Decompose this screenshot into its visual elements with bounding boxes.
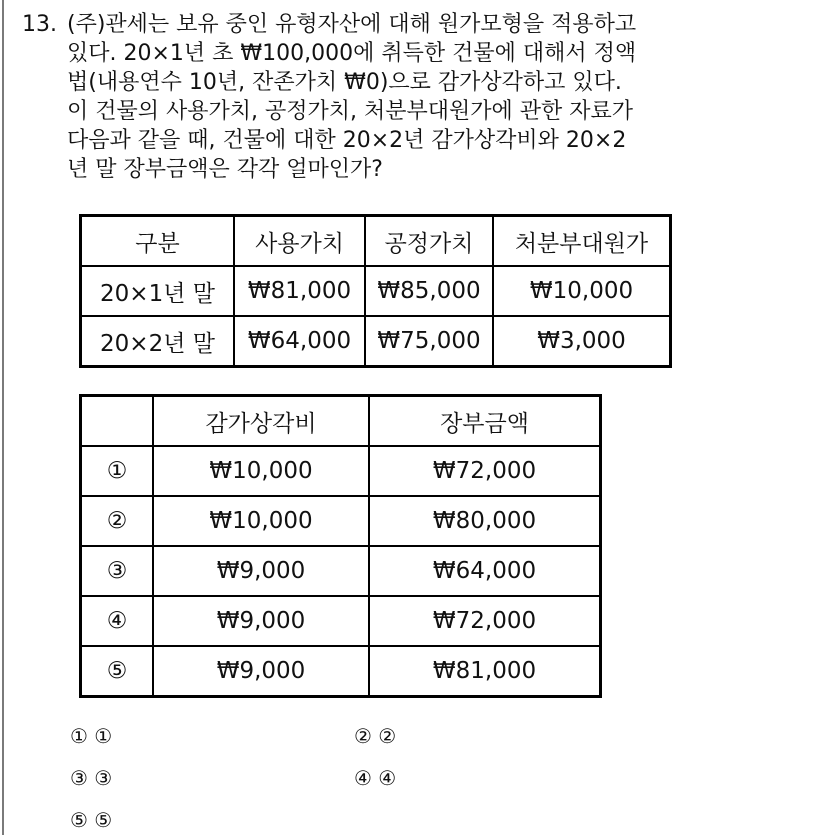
question-line-3: 법(내용연수 10년, 잔존가치 ₩0)으로 감가상각하고 있다. xyxy=(67,70,622,95)
table-header-row xyxy=(81,216,671,267)
choice-marker: ① xyxy=(70,724,88,748)
choice-label: ① xyxy=(94,724,113,748)
header-cell: 감가상각비 xyxy=(153,396,369,447)
choice-label: ④ xyxy=(378,766,397,790)
answer-options-table xyxy=(79,394,602,698)
table-cell: ₩10,000 xyxy=(153,446,369,496)
table-cell: ₩9,000 xyxy=(153,596,369,646)
table-cell: 20×1년 말 xyxy=(81,266,235,316)
choice-marker: ③ xyxy=(70,766,88,790)
table-row xyxy=(81,646,601,697)
option-marker: ④ xyxy=(81,596,154,646)
option-marker: ① xyxy=(81,446,154,496)
table-cell: ₩80,000 xyxy=(369,496,601,546)
table-cell: ₩10,000 xyxy=(493,266,671,316)
choice-marker: ④ xyxy=(354,766,372,790)
table-cell: ₩9,000 xyxy=(153,546,369,596)
header-cell: 처분부대원가 xyxy=(493,216,671,267)
table-row xyxy=(81,596,601,646)
choice-4[interactable] xyxy=(354,766,396,790)
header-cell: 사용가치 xyxy=(234,216,365,267)
option-marker: ② xyxy=(81,496,154,546)
question-line-1: 13. (주)관세는 보유 중인 유형자산에 대해 원가모형을 적용하고 xyxy=(22,12,637,37)
choice-label: ⑤ xyxy=(94,808,113,832)
choice-1[interactable] xyxy=(70,724,112,748)
header-cell: 구분 xyxy=(81,216,235,267)
question-stem xyxy=(22,10,812,184)
table-cell: ₩81,000 xyxy=(369,646,601,697)
table-row xyxy=(81,496,601,546)
table-cell: ₩72,000 xyxy=(369,596,601,646)
table-cell: ₩3,000 xyxy=(493,316,671,367)
table-cell: ₩9,000 xyxy=(153,646,369,697)
question-line-2: 있다. 20×1년 초 ₩100,000에 취득한 건물에 대해서 정액 xyxy=(67,41,637,66)
header-cell: 장부금액 xyxy=(369,396,601,447)
question-line-6: 년 말 장부금액은 각각 얼마인가? xyxy=(67,157,383,182)
table-row xyxy=(81,266,671,316)
header-cell: 공정가치 xyxy=(365,216,493,267)
table-cell: ₩64,000 xyxy=(234,316,365,367)
choice-marker: ② xyxy=(354,724,372,748)
page-left-border xyxy=(2,0,4,835)
table-header-row xyxy=(81,396,601,447)
choice-2[interactable] xyxy=(354,724,396,748)
choice-marker: ⑤ xyxy=(70,808,88,832)
question-number: 13. xyxy=(22,12,57,37)
choice-3[interactable] xyxy=(70,766,112,790)
choice-label: ③ xyxy=(94,766,113,790)
question-line-5: 다음과 같을 때, 건물에 대한 20×2년 감가상각비와 20×2 xyxy=(67,128,627,153)
table-cell: ₩85,000 xyxy=(365,266,493,316)
table-cell: ₩81,000 xyxy=(234,266,365,316)
question-line-4: 이 건물의 사용가치, 공정가치, 처분부대원가에 관한 자료가 xyxy=(67,99,633,124)
value-data-table xyxy=(79,214,672,368)
table-row xyxy=(81,546,601,596)
option-marker: ⑤ xyxy=(81,646,154,697)
header-cell xyxy=(81,396,154,447)
table-cell: ₩64,000 xyxy=(369,546,601,596)
table-cell: 20×2년 말 xyxy=(81,316,235,367)
table-row xyxy=(81,446,601,496)
table-cell: ₩72,000 xyxy=(369,446,601,496)
table-cell: ₩10,000 xyxy=(153,496,369,546)
option-marker: ③ xyxy=(81,546,154,596)
table-cell: ₩75,000 xyxy=(365,316,493,367)
choice-label: ② xyxy=(378,724,397,748)
choice-5[interactable] xyxy=(70,808,112,832)
table-row xyxy=(81,316,671,367)
